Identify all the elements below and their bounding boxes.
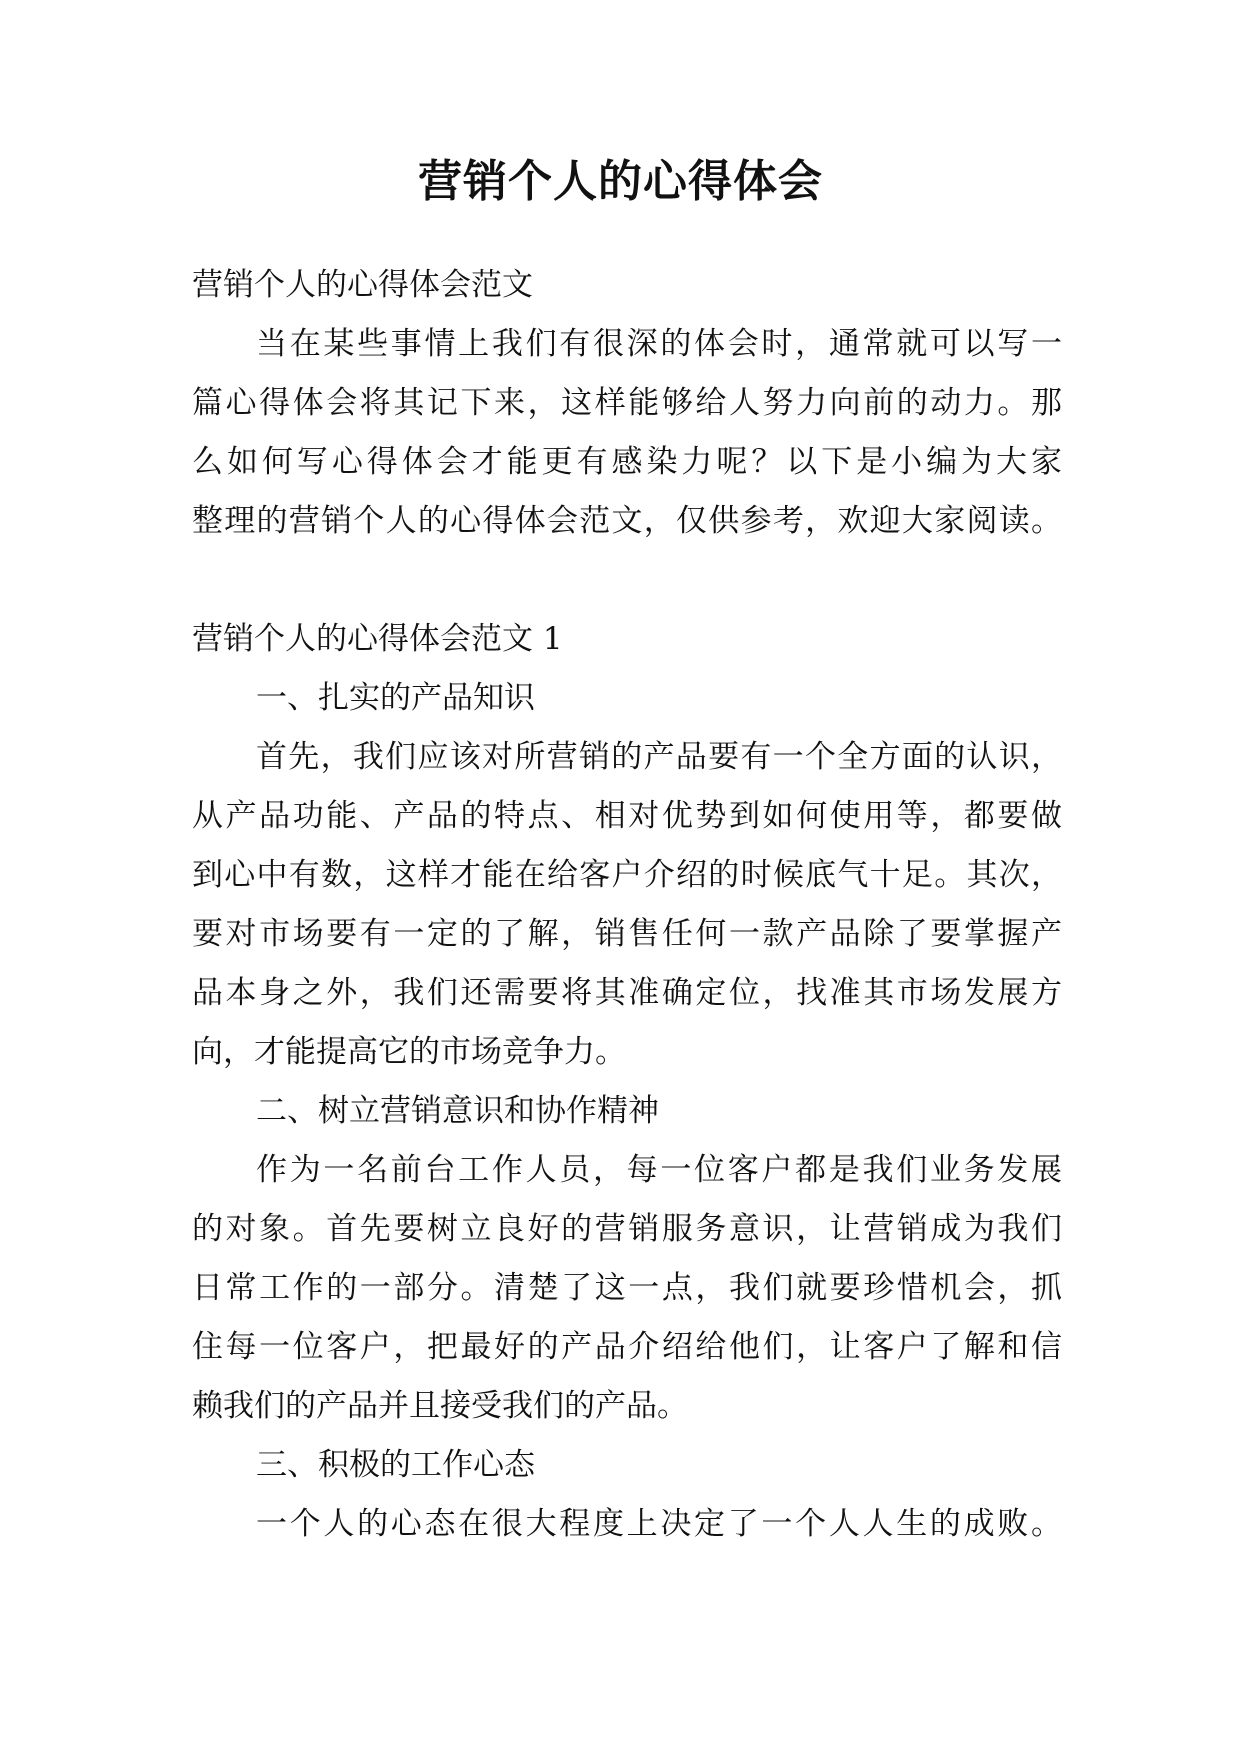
paragraph-line: 一个人的心态在很大程度上决定了一个人人生的成败。 [256, 1506, 1062, 1542]
document-body [192, 256, 1062, 1554]
section-heading-1: 一、扎实的产品知识 [256, 680, 535, 716]
document-subtitle: 营销个人的心得体会范文 [192, 267, 533, 303]
section-heading-2: 二、树立营销意识和协作精神 [256, 1093, 659, 1129]
paragraph-line: 到心中有数，这样才能在给客户介绍的时候底气十足。其次， [192, 857, 1062, 893]
paragraph-line: 首先，我们应该对所营销的产品要有一个全方面的认识， [256, 739, 1062, 775]
paragraph-line: 住每一位客户，把最好的产品介绍给他们，让客户了解和信 [192, 1329, 1062, 1365]
paragraph-line: 赖我们的产品并且接受我们的产品。 [192, 1388, 688, 1424]
section-heading-3: 三、积极的工作心态 [256, 1447, 535, 1483]
paragraph-line: 日常工作的一部分。清楚了这一点，我们就要珍惜机会，抓 [192, 1270, 1062, 1306]
paragraph-spacer [192, 551, 1062, 610]
intro-line: 当在某些事情上我们有很深的体会时，通常就可以写一 [256, 326, 1062, 362]
paragraph-line: 向，才能提高它的市场竞争力。 [192, 1034, 626, 1070]
section-title: 营销个人的心得体会范文 1 [192, 621, 563, 657]
document-title: 营销个人的心得体会 [418, 156, 823, 207]
intro-line: 篇心得体会将其记下来，这样能够给人努力向前的动力。那 [192, 385, 1062, 421]
intro-line: 么如何写心得体会才能更有感染力呢？以下是小编为大家 [192, 444, 1062, 480]
paragraph-line: 从产品功能、产品的特点、相对优势到如何使用等，都要做 [192, 798, 1062, 834]
paragraph-line: 品本身之外，我们还需要将其准确定位，找准其市场发展方 [192, 975, 1062, 1011]
paragraph-line: 要对市场要有一定的了解，销售任何一款产品除了要掌握产 [192, 916, 1062, 952]
paragraph-line: 的对象。首先要树立良好的营销服务意识，让营销成为我们 [192, 1211, 1062, 1247]
intro-line: 整理的营销个人的心得体会范文，仅供参考，欢迎大家阅读。 [192, 503, 1062, 539]
paragraph-line: 作为一名前台工作人员，每一位客户都是我们业务发展 [256, 1152, 1062, 1188]
